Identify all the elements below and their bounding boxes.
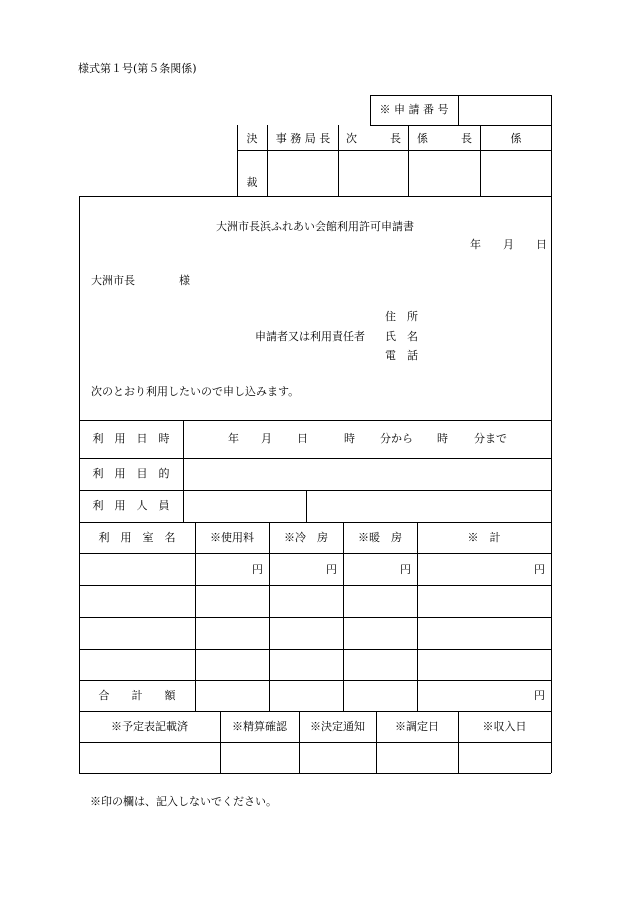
table-border: [79, 617, 551, 618]
datetime-year: 年: [228, 432, 239, 445]
fee-header-room: 利 用 室 名: [98, 531, 176, 544]
table-border: [79, 585, 551, 586]
approval-stamp-deputy[interactable]: [339, 151, 408, 195]
table-border: [79, 773, 551, 774]
table-border: [79, 420, 551, 421]
yen-unit-grand-total: 円: [534, 689, 545, 702]
table-border: [79, 742, 551, 743]
request-text: 次のとおり利用したいので申し込みます。: [91, 385, 300, 398]
table-border: [79, 553, 551, 554]
office-header-receipt-date: ※収入日: [482, 720, 527, 733]
datetime-minute-from: 分から: [380, 432, 413, 445]
yen-unit-cooling: 円: [326, 563, 337, 576]
usage-purpose-label: 利 用 目 的: [92, 467, 170, 480]
fee-header-total: ※ 計: [467, 531, 501, 544]
fee-header-cooling: ※冷 房: [284, 531, 328, 544]
table-border: [79, 649, 551, 650]
table-border: [79, 196, 551, 197]
address-label: 住 所: [385, 310, 418, 323]
datetime-minute-to: 分まで: [474, 432, 507, 445]
usage-people-field[interactable]: [184, 491, 305, 521]
table-border: [79, 490, 551, 491]
applicant-role: 申請者又は利用責任者: [255, 330, 365, 343]
approval-stamp-staff[interactable]: [481, 151, 551, 195]
office-header-schedule: ※予定表記載済: [111, 720, 188, 733]
fee-header-usage: ※使用料: [210, 531, 254, 544]
table-border: [343, 522, 344, 711]
datetime-hour-from: 時: [344, 432, 355, 445]
date-line: 年 月 日: [470, 238, 547, 251]
usage-people-label: 利 用 人 員: [92, 499, 170, 512]
approval-col-director: 事 務 局 長: [275, 132, 331, 145]
form-number: 様式第１号(第５条関係): [78, 62, 197, 75]
table-border: [79, 711, 551, 712]
table-border: [79, 196, 80, 773]
datetime-month: 月: [261, 432, 272, 445]
approval-label-top: 決: [246, 132, 258, 145]
table-border: [79, 522, 551, 523]
yen-unit-heating: 円: [400, 563, 411, 576]
table-border: [551, 125, 552, 196]
table-border: [417, 522, 418, 711]
table-border: [551, 196, 552, 773]
table-border: [195, 522, 196, 711]
yen-unit-total: 円: [534, 563, 545, 576]
office-header-assessment-date: ※調定日: [395, 720, 439, 733]
yen-unit-usage: 円: [252, 563, 263, 576]
footnote: ※印の欄は、記入しないでください。: [90, 795, 277, 808]
table-border: [370, 125, 551, 126]
approval-col-deputy: 次 長: [346, 132, 401, 145]
addressee: 大洲市長 様: [91, 274, 190, 287]
table-border: [79, 680, 551, 681]
fee-header-heating: ※暖 房: [358, 531, 402, 544]
application-number-label: ※ 申 請 番 号: [379, 103, 449, 116]
phone-label: 電 話: [385, 349, 418, 362]
document-title: 大洲市長浜ふれあい会館利用許可申請書: [216, 220, 414, 233]
datetime-hour-to: 時: [437, 432, 448, 445]
usage-datetime-label: 利 用 日 時: [92, 432, 170, 445]
approval-col-staff: 係: [510, 132, 522, 145]
office-header-settlement: ※精算確認: [232, 720, 287, 733]
table-border: [306, 490, 307, 522]
name-label: 氏 名: [385, 330, 418, 343]
datetime-day: 日: [297, 432, 308, 445]
office-header-decision: ※決定通知: [310, 720, 365, 733]
table-border: [551, 95, 552, 125]
approval-stamp-section-chief[interactable]: [409, 151, 480, 195]
approval-label-bottom: 裁: [246, 176, 258, 189]
application-number-field[interactable]: [459, 96, 550, 124]
approval-stamp-director[interactable]: [268, 151, 338, 195]
approval-col-section-chief: 係 長: [417, 132, 472, 145]
table-border: [269, 522, 270, 711]
total-amount-label: 合 計 額: [98, 689, 176, 702]
usage-purpose-field[interactable]: [184, 459, 550, 489]
